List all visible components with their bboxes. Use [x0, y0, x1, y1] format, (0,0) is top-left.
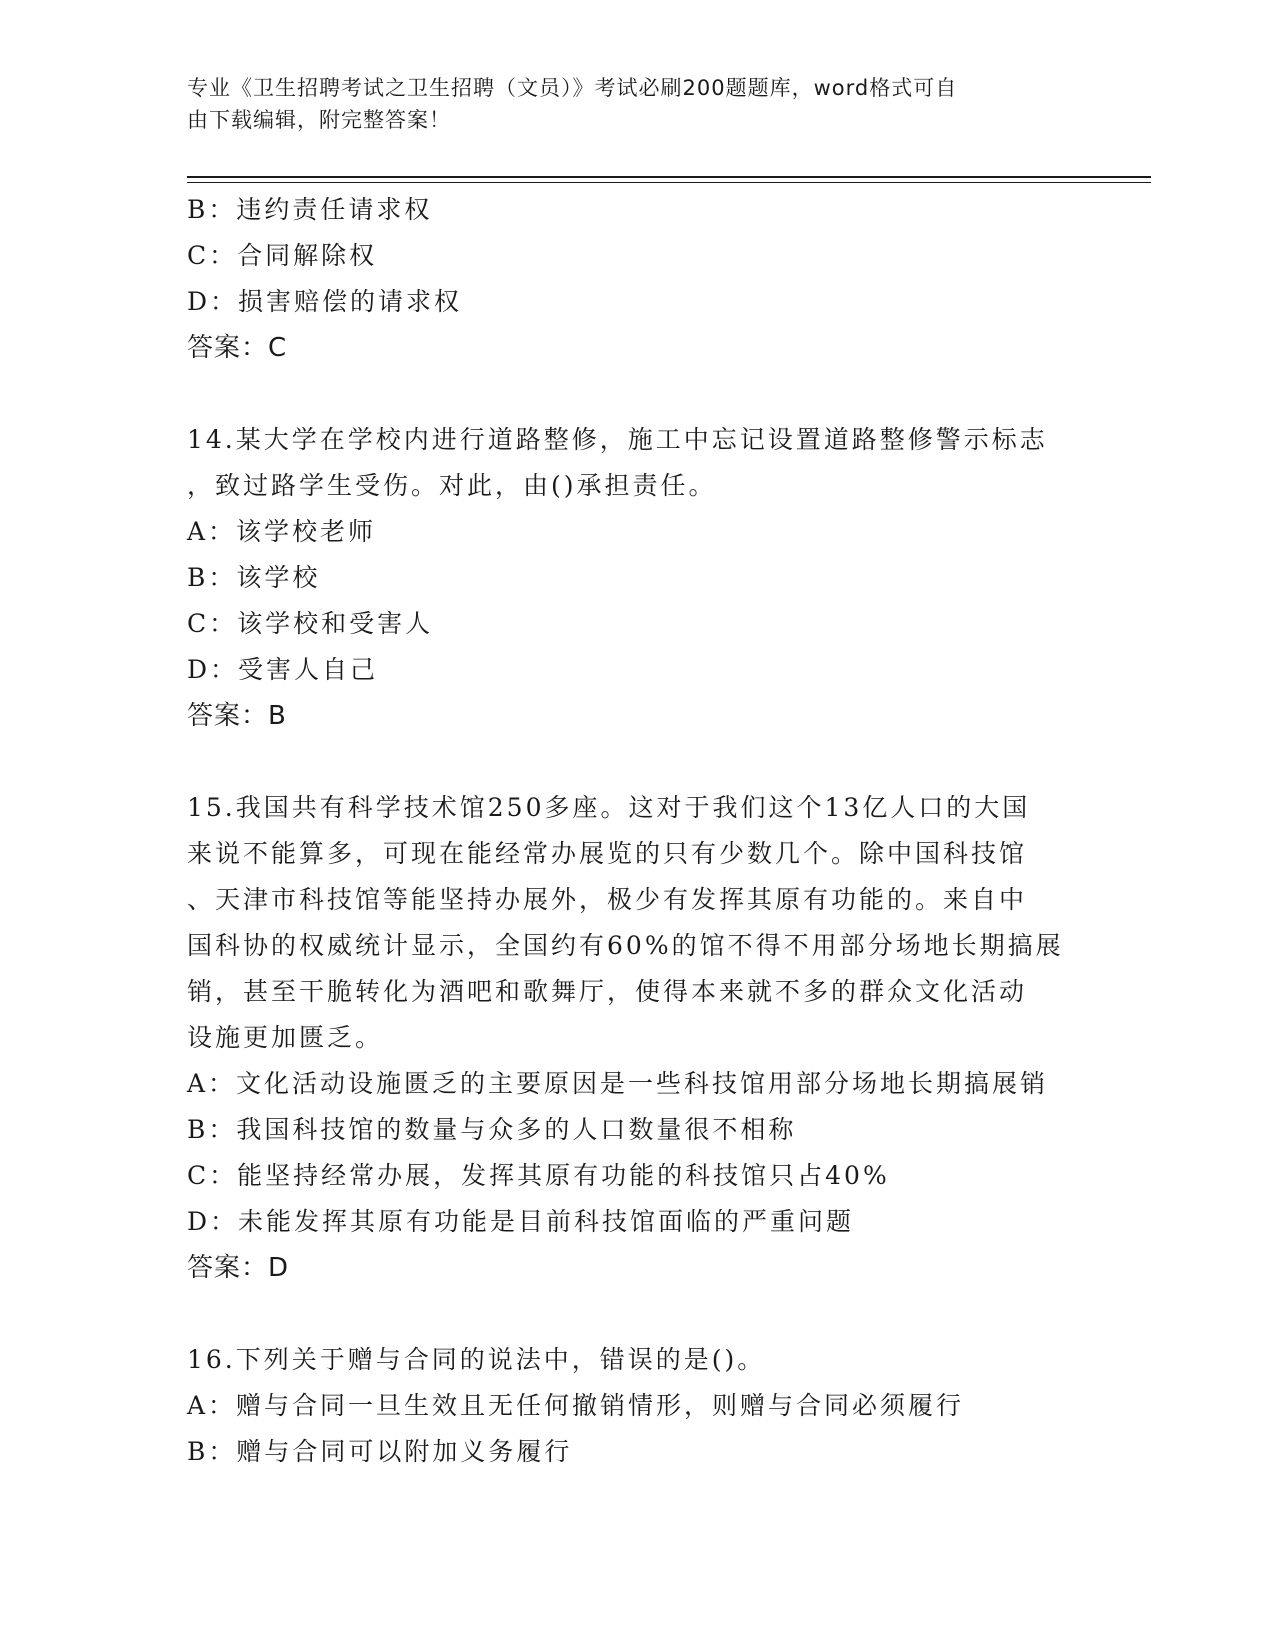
option-c: C：合同解除权 — [187, 241, 378, 270]
spacer — [187, 371, 1087, 417]
spacer — [187, 1291, 1087, 1337]
option-d: D：未能发挥其原有功能是目前科技馆面临的严重问题 — [187, 1207, 855, 1236]
option-b: B：我国科技馆的数量与众多的人口数量很不相称 — [187, 1115, 797, 1144]
question-stem: 销，甚至干脆转化为酒吧和歌舞厅，使得本来就不多的群众文化活动 — [187, 977, 1028, 1006]
header-divider-thin — [187, 182, 1151, 183]
question-stem: 14.某大学在学校内进行道路整修，施工中忘记设置道路整修警示标志 — [187, 425, 1048, 454]
question-stem: 来说不能算多，可现在能经常办展览的只有少数几个。除中国科技馆 — [187, 839, 1028, 868]
option-a: A：赠与合同一旦生效且无任何撤销情形，则赠与合同必须履行 — [187, 1391, 965, 1420]
option-b: B：违约责任请求权 — [187, 195, 433, 224]
option-a: A：文化活动设施匮乏的主要原因是一些科技馆用部分场地长期搞展销 — [187, 1069, 1049, 1098]
question-13 — [187, 187, 1087, 371]
option-c: C：该学校和受害人 — [187, 609, 434, 638]
header-line-2: 由下载编辑，附完整答案！ — [187, 108, 451, 132]
question-stem: ，致过路学生受伤。对此，由()承担责任。 — [187, 471, 717, 500]
option-d: D：受害人自己 — [187, 655, 379, 684]
option-c: C：能坚持经常办展，发挥其原有功能的科技馆只占40% — [187, 1161, 890, 1190]
question-stem: 、天津市科技馆等能坚持办展外，极少有发挥其原有功能的。来自中 — [187, 885, 1028, 914]
header-divider-thick — [187, 176, 1151, 178]
document-header — [187, 72, 1067, 136]
header-line-1: 专业《卫生招聘考试之卫生招聘（文员）》考试必刷200题题库，word格式可自 — [187, 76, 958, 100]
answer: 答案：C — [187, 333, 288, 363]
question-list — [187, 187, 1087, 1475]
question-16 — [187, 1337, 1087, 1475]
question-stem: 国科协的权威统计显示，全国约有60%的馆不得不用部分场地长期搞展 — [187, 931, 1064, 960]
question-stem: 设施更加匮乏。 — [187, 1023, 384, 1052]
question-15 — [187, 785, 1087, 1291]
option-d: D：损害赔偿的请求权 — [187, 287, 463, 316]
answer: 答案：B — [187, 701, 287, 731]
spacer — [187, 739, 1087, 785]
answer: 答案：D — [187, 1253, 290, 1283]
question-14 — [187, 417, 1087, 739]
option-b: B：该学校 — [187, 563, 321, 592]
question-stem: 15.我国共有科学技术馆250多座。这对于我们这个13亿人口的大国 — [187, 793, 1031, 822]
option-a: A：该学校老师 — [187, 517, 377, 546]
question-stem: 16.下列关于赠与合同的说法中，错误的是()。 — [187, 1345, 766, 1374]
option-b: B：赠与合同可以附加义务履行 — [187, 1437, 573, 1466]
